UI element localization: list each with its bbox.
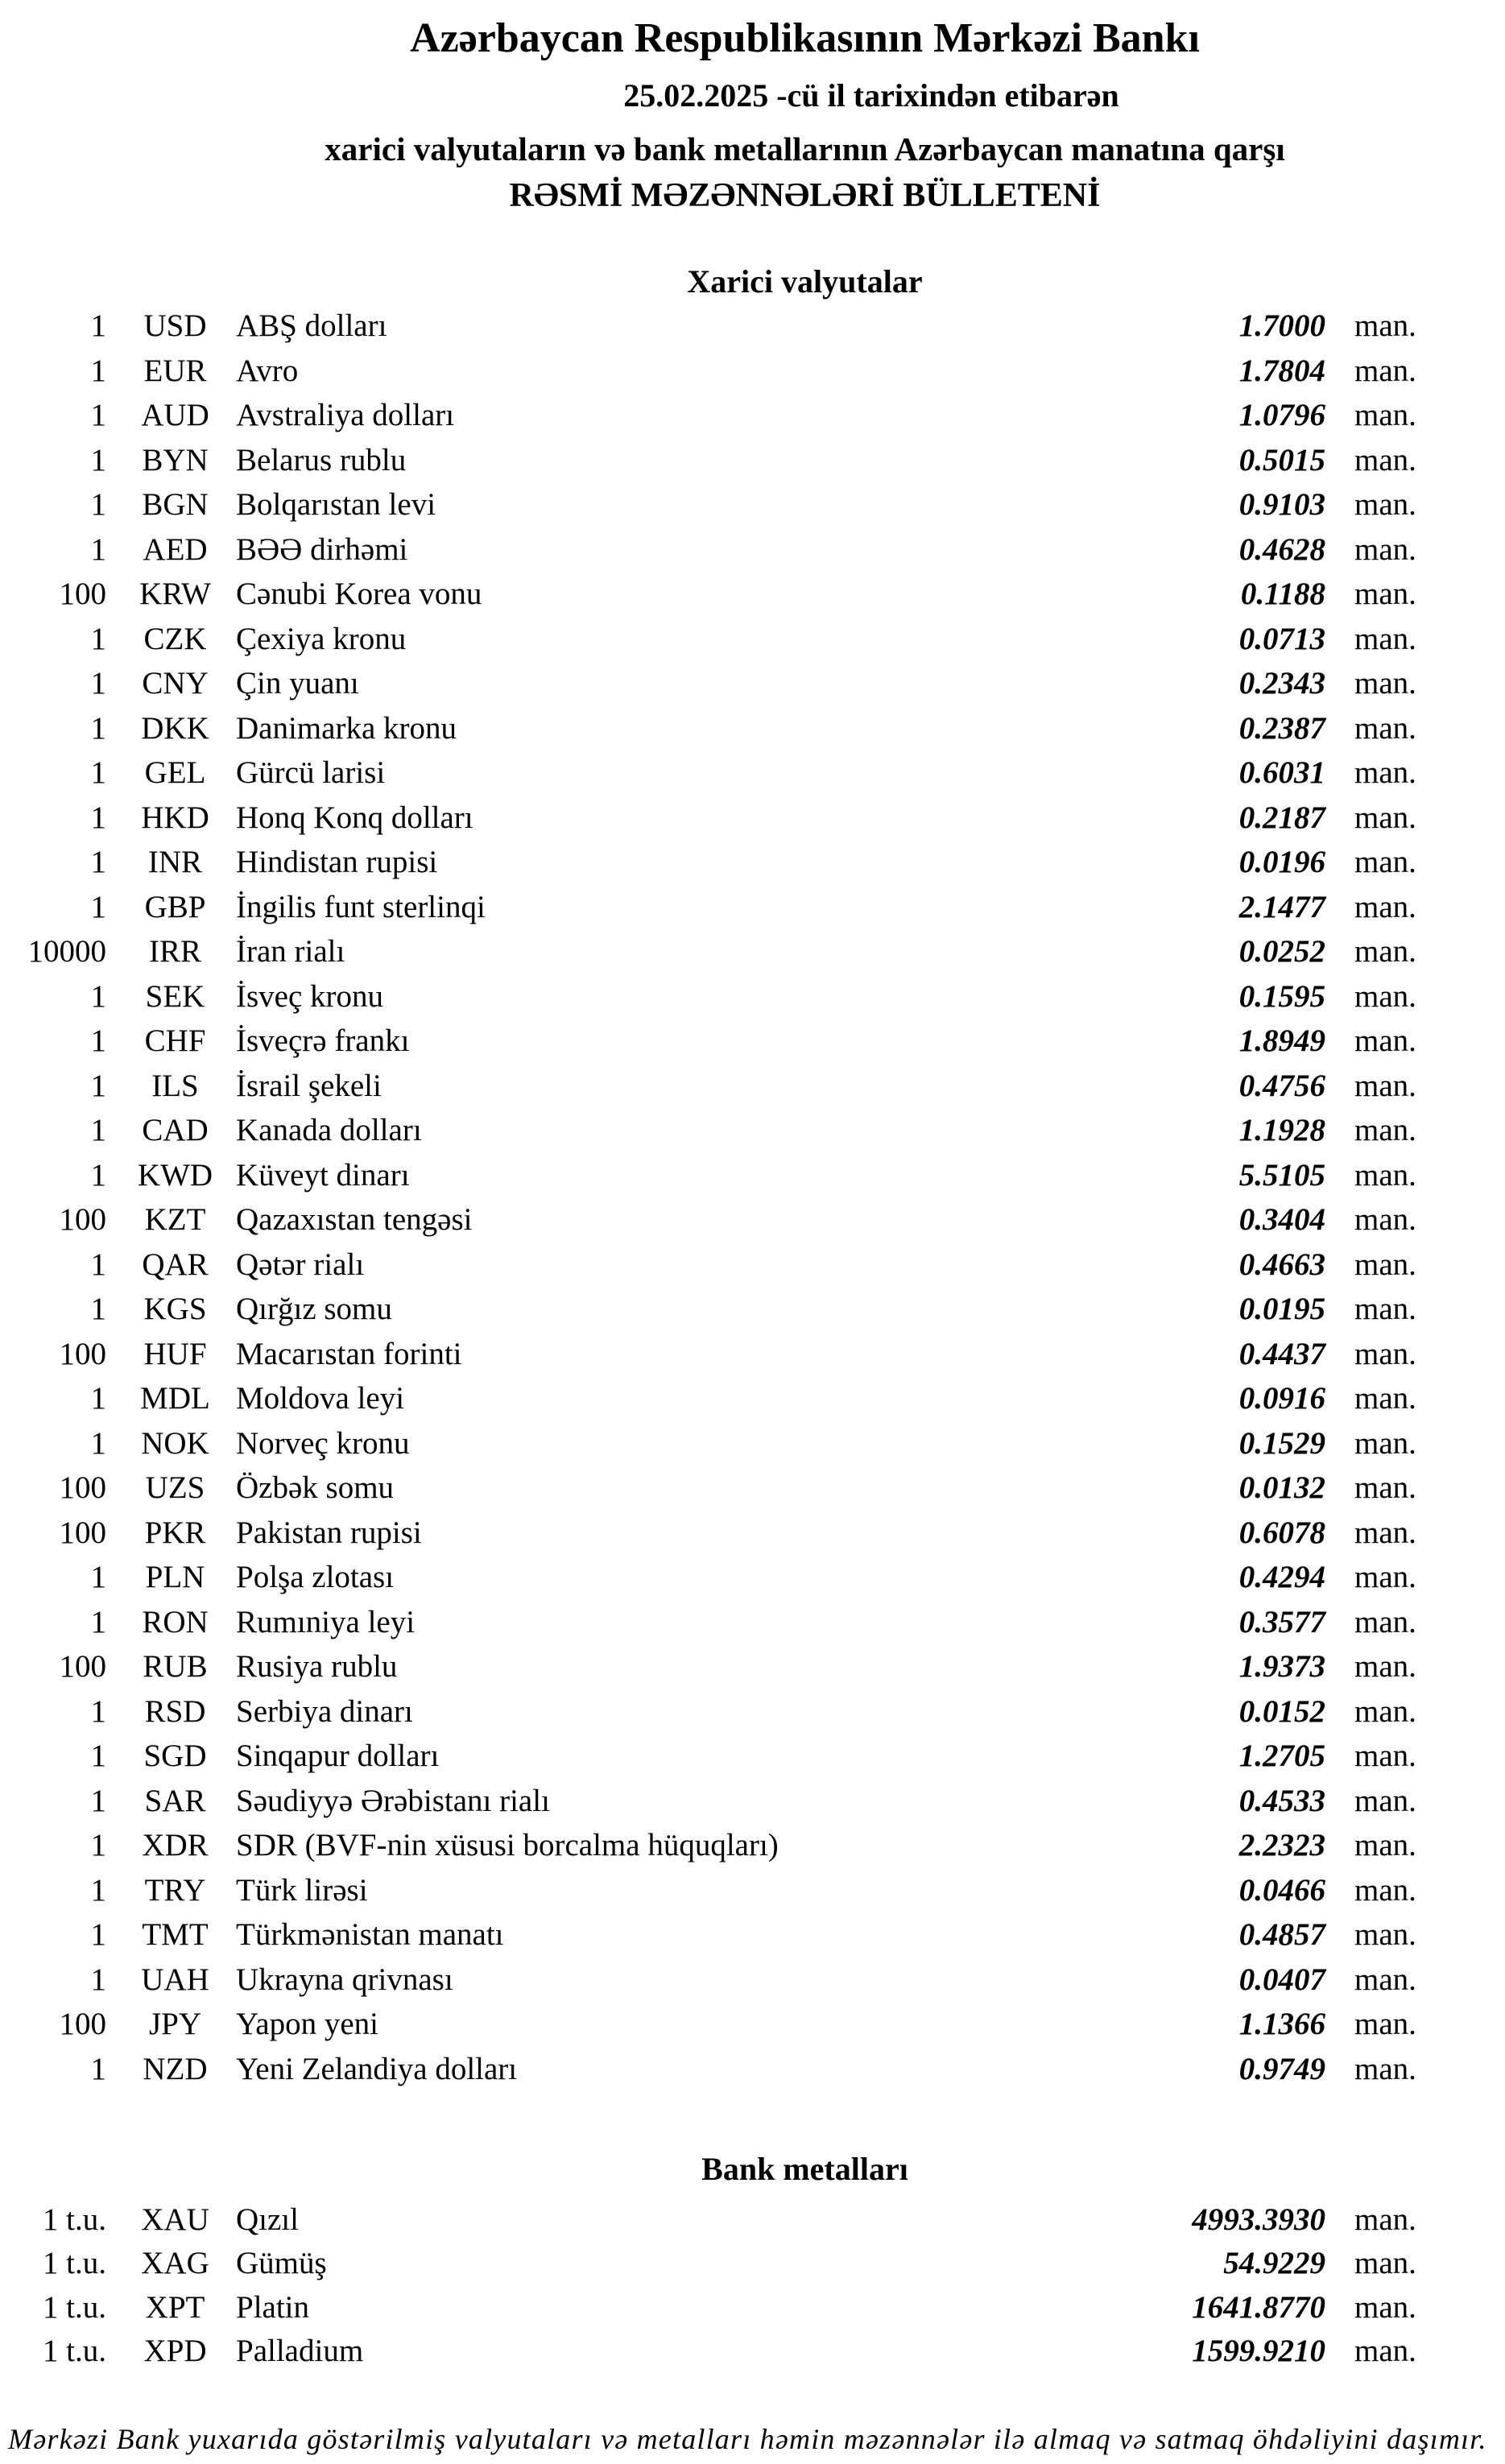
rate-value: 0.6078 (1238, 1515, 1325, 1550)
quantity: 1 (90, 442, 106, 478)
currency-row (0, 1600, 1505, 1645)
rate-value: 4993.3930 (1192, 2201, 1325, 2237)
currency-name: Palladium (236, 2334, 364, 2369)
unit-label: man. (1354, 531, 1416, 567)
currency-row (0, 1644, 1505, 1689)
quantity: 1 (90, 1917, 106, 1953)
footer-note: Mərkəzi Bank yuxarıda göstərilmiş valyutaları və metalları həmin məzənnələr ilə almaq və satmaq öhdəliyini daşımır. (8, 2423, 1487, 2455)
rate-value: 1.1366 (1238, 2007, 1325, 2042)
metal-row (0, 2242, 1505, 2286)
currency-code: SGD (143, 1738, 207, 1774)
currency-code: SAR (144, 1783, 206, 1818)
currency-code: XPD (143, 2334, 207, 2369)
currency-row (0, 1376, 1505, 1421)
unit-label: man. (1354, 2246, 1416, 2281)
rate-value: 0.1188 (1240, 577, 1325, 612)
currency-code: TRY (144, 1872, 206, 1908)
currency-row (0, 1511, 1505, 1556)
quantity: 1 (90, 1962, 106, 1997)
unit-label: man. (1354, 1336, 1416, 1371)
quantity: 1 (90, 1783, 106, 1818)
quantity: 100 (59, 1470, 106, 1506)
currency-code: CNY (142, 666, 209, 701)
currency-name: Avstraliya dolları (236, 398, 455, 433)
currency-row (0, 1064, 1505, 1109)
quantity: 1 (90, 1246, 106, 1282)
currency-row (0, 1823, 1505, 1868)
currency-name: İsveç kronu (236, 978, 384, 1014)
currency-row (0, 706, 1505, 751)
currency-name: Türk lirəsi (236, 1872, 368, 1908)
currency-code: CAD (142, 1113, 209, 1148)
rate-value: 0.0152 (1238, 1693, 1325, 1729)
currency-row (0, 750, 1505, 796)
currency-code: XDR (142, 1828, 209, 1863)
quantity: 1 (90, 353, 106, 388)
quantity: 10000 (27, 934, 106, 969)
currency-code: AED (143, 531, 208, 567)
currency-code: NZD (143, 2051, 208, 2086)
currency-name: Honq Konq dolları (236, 800, 473, 835)
currency-name: Gümüş (236, 2246, 327, 2281)
currency-row (0, 1689, 1505, 1734)
unit-label: man. (1354, 1023, 1416, 1059)
currency-row (0, 840, 1505, 885)
rate-value: 5.5105 (1238, 1157, 1325, 1193)
currency-name: Qızıl (236, 2201, 299, 2237)
unit-label: man. (1354, 1425, 1416, 1461)
quantity: 1 (90, 889, 106, 924)
rate-value: 0.9749 (1238, 2051, 1325, 2086)
quantity: 100 (59, 1336, 106, 1371)
unit-label: man. (1354, 308, 1416, 344)
rate-value: 1.7804 (1238, 353, 1325, 388)
rate-value: 0.4663 (1238, 1246, 1325, 1282)
currency-row (0, 974, 1505, 1019)
currency-code: RUB (143, 1649, 208, 1685)
currency-code: UZS (145, 1470, 205, 1506)
unit-label: man. (1354, 666, 1416, 701)
quantity: 1 t.u. (42, 2334, 106, 2369)
currency-code: KZT (144, 1202, 206, 1238)
currency-code: KWD (137, 1157, 213, 1193)
currency-code: XAU (141, 2201, 209, 2237)
currency-row (0, 929, 1505, 974)
quantity: 1 (90, 1604, 106, 1639)
unit-label: man. (1354, 800, 1416, 835)
quantity: 1 (90, 1113, 106, 1148)
bulletin-title: RƏSMİ MƏZƏNNƏLƏRİ BÜLLETENİ (509, 177, 1101, 214)
quantity: 1 (90, 666, 106, 701)
rate-value: 0.9103 (1238, 487, 1325, 523)
unit-label: man. (1354, 1828, 1416, 1863)
currency-code: MDL (140, 1381, 210, 1416)
currency-name: İngilis funt sterlinqi (236, 889, 486, 924)
currency-code: BGN (142, 487, 209, 523)
unit-label: man. (1354, 487, 1416, 523)
currency-row (0, 482, 1505, 527)
quantity: 1 (90, 1738, 106, 1774)
currency-code: NOK (141, 1425, 209, 1461)
quantity: 100 (59, 1649, 106, 1685)
unit-label: man. (1354, 2201, 1416, 2237)
currency-name: Moldova leyi (236, 1381, 405, 1416)
currency-name: Rumıniya leyi (236, 1604, 416, 1639)
currency-code: UAH (141, 1962, 209, 1997)
currency-name: BƏƏ dirhəmi (236, 531, 408, 567)
unit-label: man. (1354, 1560, 1416, 1595)
unit-label: man. (1354, 2289, 1416, 2325)
quantity: 1 (90, 710, 106, 746)
currency-name: Cənubi Korea vonu (236, 577, 482, 612)
currency-row (0, 1197, 1505, 1242)
rate-value: 1599.9210 (1192, 2334, 1325, 2369)
quantity: 1 (90, 1560, 106, 1595)
rate-value: 0.4857 (1238, 1917, 1325, 1953)
currency-row (0, 2002, 1505, 2047)
quantity: 1 (90, 1425, 106, 1461)
currency-row (0, 1242, 1505, 1288)
quantity: 1 (90, 308, 106, 344)
quantity: 1 (90, 1693, 106, 1729)
rate-value: 0.4294 (1238, 1560, 1325, 1595)
currency-code: USD (143, 308, 207, 344)
currency-name: Ukrayna qrivnası (236, 1962, 453, 1997)
currency-row (0, 1958, 1505, 2003)
currency-name: Küveyt dinarı (236, 1157, 410, 1193)
unit-label: man. (1354, 1381, 1416, 1416)
rate-value: 1641.8770 (1192, 2289, 1325, 2325)
date-line: 25.02.2025 -cü il tarixindən etibarən (623, 77, 1119, 114)
currency-row (0, 2047, 1505, 2092)
currency-row (0, 1466, 1505, 1511)
rate-value: 0.3577 (1238, 1604, 1325, 1639)
rate-value: 0.0196 (1238, 845, 1325, 880)
unit-label: man. (1354, 1917, 1416, 1953)
currency-code: GEL (144, 755, 206, 791)
currency-name: Yapon yeni (236, 2007, 378, 2042)
currency-code: CHF (144, 1023, 206, 1059)
rate-value: 0.2387 (1238, 710, 1325, 746)
currency-name: Danimarka kronu (236, 710, 457, 746)
rate-value: 0.6031 (1238, 755, 1325, 791)
currency-name: Platin (236, 2289, 310, 2325)
currency-code: ILS (151, 1068, 199, 1103)
quantity: 1 (90, 2051, 106, 2086)
unit-label: man. (1354, 1962, 1416, 1997)
currency-code: PKR (144, 1515, 206, 1550)
currencies-section-title: Xarici valyutalar (687, 263, 923, 300)
rate-value: 0.4437 (1238, 1336, 1325, 1371)
rate-value: 1.2705 (1238, 1738, 1325, 1774)
rate-value: 0.4756 (1238, 1068, 1325, 1103)
currency-code: TMT (142, 1917, 209, 1953)
currency-name: Hindistan rupisi (236, 845, 438, 880)
currency-name: İsveçrə frankı (236, 1023, 410, 1059)
metals-section-title: Bank metalları (701, 2151, 908, 2187)
metal-row (0, 2197, 1505, 2242)
currency-code: KRW (139, 577, 211, 612)
currency-code: BYN (142, 442, 209, 478)
rate-value: 1.8949 (1238, 1023, 1325, 1059)
currency-row (0, 1779, 1505, 1824)
quantity: 1 t.u. (42, 2289, 106, 2325)
currency-name: Qətər rialı (236, 1246, 365, 1282)
currency-name: Norveç kronu (236, 1425, 410, 1461)
quantity: 100 (59, 1515, 106, 1550)
rate-value: 1.7000 (1238, 308, 1325, 344)
currency-name: Gürcü larisi (236, 755, 386, 791)
rate-value: 0.0132 (1238, 1470, 1325, 1506)
currency-name: İsrail şekeli (236, 1068, 382, 1103)
currency-name: Türkmənistan manatı (236, 1917, 504, 1953)
rate-value: 0.3404 (1238, 1202, 1325, 1238)
rate-value: 0.2343 (1238, 666, 1325, 701)
currency-name: Qırğız somu (236, 1292, 392, 1327)
quantity: 1 (90, 531, 106, 567)
metal-row (0, 2330, 1505, 2374)
unit-label: man. (1354, 1157, 1416, 1193)
unit-label: man. (1354, 2051, 1416, 2086)
quantity: 100 (59, 1202, 106, 1238)
quantity: 1 (90, 621, 106, 656)
currency-row (0, 349, 1505, 394)
rate-value: 0.4533 (1238, 1783, 1325, 1818)
unit-label: man. (1354, 353, 1416, 388)
currency-row (0, 1912, 1505, 1958)
currency-row (0, 1287, 1505, 1332)
unit-label: man. (1354, 1872, 1416, 1908)
rate-value: 0.5015 (1238, 442, 1325, 478)
currency-name: Polşa zlotası (236, 1560, 395, 1595)
currency-name: Serbiya dinarı (236, 1693, 413, 1729)
currency-name: İran rialı (236, 934, 345, 969)
currency-name: SDR (BVF-nin xüsusi borcalma hüquqları) (236, 1828, 779, 1863)
rate-value: 0.0407 (1238, 1962, 1325, 1997)
currency-row (0, 796, 1505, 841)
currency-row (0, 1555, 1505, 1600)
unit-label: man. (1354, 978, 1416, 1014)
quantity: 1 (90, 845, 106, 880)
currency-code: EUR (143, 353, 207, 388)
unit-label: man. (1354, 1604, 1416, 1639)
currency-name: Pakistan rupisi (236, 1515, 422, 1550)
rate-value: 2.1477 (1238, 889, 1325, 924)
quantity: 1 (90, 1023, 106, 1059)
unit-label: man. (1354, 442, 1416, 478)
quantity: 1 (90, 487, 106, 523)
currency-code: KGS (143, 1292, 207, 1327)
unit-label: man. (1354, 1783, 1416, 1818)
currency-row (0, 885, 1505, 930)
rate-value: 0.0916 (1238, 1381, 1325, 1416)
rate-value: 0.0195 (1238, 1292, 1325, 1327)
currency-code: PLN (145, 1560, 205, 1595)
unit-label: man. (1354, 577, 1416, 612)
quantity: 1 (90, 1381, 106, 1416)
unit-label: man. (1354, 1649, 1416, 1685)
rate-value: 0.0713 (1238, 621, 1325, 656)
currency-code: SEK (145, 978, 205, 1014)
quantity: 100 (59, 577, 106, 612)
quantity: 1 (90, 1872, 106, 1908)
rate-value: 0.1595 (1238, 978, 1325, 1014)
currency-code: AUD (141, 398, 209, 433)
unit-label: man. (1354, 1738, 1416, 1774)
quantity: 1 (90, 1068, 106, 1103)
rate-value: 0.2187 (1238, 800, 1325, 835)
quantity: 1 (90, 755, 106, 791)
quantity: 1 (90, 1292, 106, 1327)
currency-code: JPY (148, 2007, 202, 2042)
unit-label: man. (1354, 398, 1416, 433)
currency-code: IRR (148, 934, 201, 969)
unit-label: man. (1354, 621, 1416, 656)
currency-row (0, 1332, 1505, 1377)
quantity: 1 (90, 978, 106, 1014)
currency-row (0, 1153, 1505, 1198)
currency-code: XAG (141, 2246, 209, 2281)
unit-label: man. (1354, 1515, 1416, 1550)
currency-name: Səudiyyə Ərəbistanı rialı (236, 1783, 550, 1818)
unit-label: man. (1354, 2334, 1416, 2369)
rate-value: 0.4628 (1238, 531, 1325, 567)
unit-label: man. (1354, 1292, 1416, 1327)
currency-name: Qazaxıstan tengəsi (236, 1202, 473, 1238)
metal-row (0, 2285, 1505, 2330)
quantity: 1 (90, 1828, 106, 1863)
page-title: Azərbaycan Respublikasının Mərkəzi Bankı (410, 15, 1200, 61)
currency-row (0, 393, 1505, 438)
currency-code: CZK (143, 621, 207, 656)
unit-label: man. (1354, 2007, 1416, 2042)
unit-label: man. (1354, 1113, 1416, 1148)
currency-code: RON (142, 1604, 209, 1639)
unit-label: man. (1354, 1068, 1416, 1103)
currency-code: XPT (145, 2289, 205, 2325)
currency-name: Avro (236, 353, 299, 388)
currency-row (0, 304, 1505, 349)
rate-value: 0.0466 (1238, 1872, 1325, 1908)
currency-code: INR (147, 845, 203, 880)
currency-name: Bolqarıstan levi (236, 487, 436, 523)
subtitle-line: xarici valyutaların və bank metallarının Azərbaycan manatına qarşı (325, 130, 1285, 167)
currency-row (0, 1734, 1505, 1779)
currency-name: Özbək somu (236, 1470, 395, 1506)
unit-label: man. (1354, 755, 1416, 791)
currency-code: RSD (144, 1693, 206, 1729)
currency-row (0, 661, 1505, 706)
unit-label: man. (1354, 1693, 1416, 1729)
currency-name: Yeni Zelandiya dolları (236, 2051, 518, 2086)
currency-name: Kanada dolları (236, 1113, 422, 1148)
rate-value: 1.0796 (1238, 398, 1325, 433)
rate-value: 0.0252 (1238, 934, 1325, 969)
currency-row (0, 527, 1505, 573)
unit-label: man. (1354, 710, 1416, 746)
unit-label: man. (1354, 1246, 1416, 1282)
currency-row (0, 1421, 1505, 1466)
currency-row (0, 1868, 1505, 1913)
rate-value: 54.9229 (1223, 2246, 1325, 2281)
currency-name: Belarus rublu (236, 442, 407, 478)
currency-name: Sinqapur dolları (236, 1738, 440, 1774)
quantity: 1 (90, 1157, 106, 1193)
currency-code: GBP (144, 889, 206, 924)
currency-code: HUF (143, 1336, 207, 1371)
quantity: 1 (90, 398, 106, 433)
currency-row (0, 617, 1505, 662)
currency-row (0, 438, 1505, 483)
quantity: 1 t.u. (42, 2201, 106, 2237)
currency-name: Çin yuanı (236, 666, 359, 701)
currency-row (0, 572, 1505, 617)
currency-code: DKK (141, 710, 209, 746)
unit-label: man. (1354, 1202, 1416, 1238)
currency-name: Çexiya kronu (236, 621, 407, 656)
quantity: 1 t.u. (42, 2246, 106, 2281)
unit-label: man. (1354, 889, 1416, 924)
unit-label: man. (1354, 1470, 1416, 1506)
rate-value: 1.1928 (1238, 1113, 1325, 1148)
rate-value: 1.9373 (1238, 1649, 1325, 1685)
quantity: 100 (59, 2007, 106, 2042)
currency-row (0, 1108, 1505, 1153)
currency-table (0, 304, 1505, 2091)
metals-table (0, 2197, 1505, 2373)
currency-row (0, 1019, 1505, 1064)
unit-label: man. (1354, 934, 1416, 969)
quantity: 1 (90, 800, 106, 835)
currency-name: ABŞ dolları (236, 308, 387, 344)
rate-value: 0.1529 (1238, 1425, 1325, 1461)
currency-code: QAR (142, 1246, 209, 1282)
unit-label: man. (1354, 845, 1416, 880)
currency-name: Rusiya rublu (236, 1649, 398, 1685)
rate-value: 2.2323 (1238, 1828, 1325, 1863)
currency-code: HKD (141, 800, 209, 835)
currency-name: Macarıstan forinti (236, 1336, 462, 1371)
